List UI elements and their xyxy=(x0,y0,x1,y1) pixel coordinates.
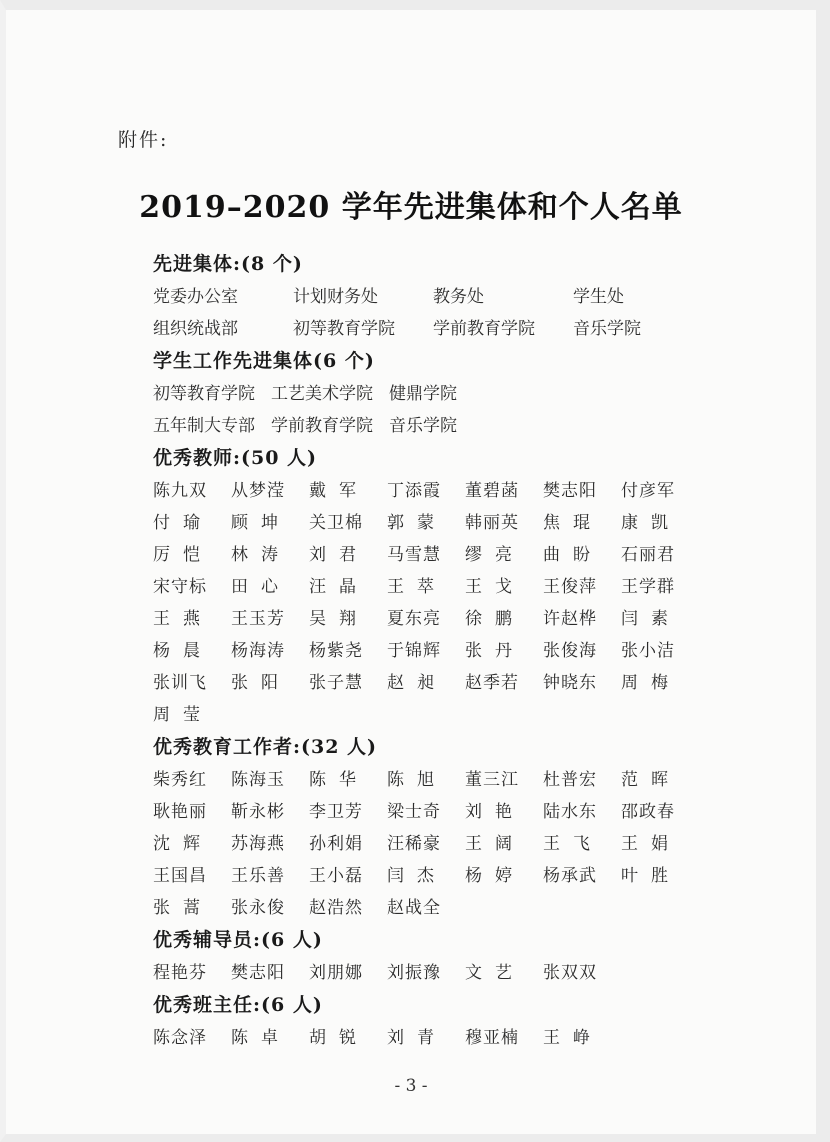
list-item: 陈念泽 xyxy=(153,1028,207,1048)
list-item: 汪晶 xyxy=(309,577,369,597)
table-row xyxy=(153,796,713,828)
list-item: 刘君 xyxy=(309,545,369,565)
list-item: 闫杰 xyxy=(387,866,447,886)
section-heading-excellent-teachers: 优秀教师:(50 人) xyxy=(153,447,318,469)
list-item: 杨紫尧 xyxy=(309,641,363,661)
list-item: 王玉芳 xyxy=(231,609,285,629)
document-title: 2019–2020 学年先进集体和个人名单 xyxy=(139,190,683,225)
list-item: 王俊萍 xyxy=(543,577,597,597)
list-item: 田心 xyxy=(231,577,291,597)
list-item: 教务处 xyxy=(433,287,484,307)
list-item: 张双双 xyxy=(543,963,597,983)
list-item: 张训飞 xyxy=(153,673,207,693)
list-item: 叶胜 xyxy=(621,866,681,886)
table-row xyxy=(153,892,713,924)
section-heading-student-work-collectives: 学生工作先进集体(6 个) xyxy=(153,350,375,372)
table-row xyxy=(153,378,713,410)
list-item: 陈海玉 xyxy=(231,770,285,790)
list-item: 夏东亮 xyxy=(387,609,441,629)
list-item: 焦琨 xyxy=(543,513,603,533)
list-item: 学生处 xyxy=(573,287,624,307)
list-item: 学前教育学院 xyxy=(271,416,373,436)
list-item: 梁士奇 xyxy=(387,802,441,822)
list-item: 张蒿 xyxy=(153,898,213,918)
list-item: 杨婷 xyxy=(465,866,525,886)
table-row xyxy=(153,667,713,699)
list-item: 初等教育学院 xyxy=(293,319,395,339)
list-item: 组织统战部 xyxy=(153,319,238,339)
list-item: 工艺美术学院 xyxy=(271,384,373,404)
list-item: 赵战全 xyxy=(387,898,441,918)
list-item: 吴翔 xyxy=(309,609,369,629)
list-item: 王学群 xyxy=(621,577,675,597)
list-item: 李卫芳 xyxy=(309,802,363,822)
list-item: 张阳 xyxy=(231,673,291,693)
table-row xyxy=(153,410,713,442)
section-heading-excellent-counselors: 优秀辅导员:(6 人) xyxy=(153,929,323,951)
section-heading-advanced-collectives: 先进集体:(8 个) xyxy=(153,253,303,275)
list-content xyxy=(153,248,713,1054)
table-row xyxy=(153,603,713,635)
list-item: 健鼎学院 xyxy=(389,384,457,404)
list-item: 计划财务处 xyxy=(293,287,378,307)
name-grid-excellent-counselors xyxy=(153,957,713,989)
list-item: 钟晓东 xyxy=(543,673,597,693)
list-item: 宋守标 xyxy=(153,577,207,597)
list-item: 樊志阳 xyxy=(543,481,597,501)
list-item: 程艳芬 xyxy=(153,963,207,983)
list-item: 靳永彬 xyxy=(231,802,285,822)
page-number: - 3 - xyxy=(394,1076,428,1096)
list-item: 丁添霞 xyxy=(387,481,441,501)
list-item: 厉恺 xyxy=(153,545,213,565)
list-item: 文艺 xyxy=(465,963,525,983)
list-item: 付彦军 xyxy=(621,481,675,501)
list-item: 王国昌 xyxy=(153,866,207,886)
name-grid-excellent-education-workers xyxy=(153,764,713,924)
list-item: 杨晨 xyxy=(153,641,213,661)
list-item: 张小洁 xyxy=(621,641,675,661)
list-item: 党委办公室 xyxy=(153,287,238,307)
table-row xyxy=(153,699,713,731)
list-item: 董三江 xyxy=(465,770,519,790)
list-item: 徐鹏 xyxy=(465,609,525,629)
list-item: 孙利娟 xyxy=(309,834,363,854)
list-item: 王飞 xyxy=(543,834,603,854)
name-grid-excellent-class-teachers xyxy=(153,1022,713,1054)
list-item: 柴秀红 xyxy=(153,770,207,790)
list-item: 张俊海 xyxy=(543,641,597,661)
list-item: 耿艳丽 xyxy=(153,802,207,822)
list-item: 陈华 xyxy=(309,770,369,790)
table-row xyxy=(153,313,713,345)
list-item: 范晖 xyxy=(621,770,681,790)
list-item: 石丽君 xyxy=(621,545,675,565)
table-row xyxy=(153,764,713,796)
list-item: 汪稀豪 xyxy=(387,834,441,854)
list-item: 学前教育学院 xyxy=(433,319,535,339)
list-item: 陆水东 xyxy=(543,802,597,822)
list-item: 郭蒙 xyxy=(387,513,447,533)
list-item: 从梦滢 xyxy=(231,481,285,501)
list-item: 赵昶 xyxy=(387,673,447,693)
list-item: 韩丽英 xyxy=(465,513,519,533)
table-row xyxy=(153,571,713,603)
list-item: 赵浩然 xyxy=(309,898,363,918)
list-item: 王娟 xyxy=(621,834,681,854)
list-item: 杜普宏 xyxy=(543,770,597,790)
section-heading-excellent-education-workers: 优秀教育工作者:(32 人) xyxy=(153,736,378,758)
attachment-label: 附件: xyxy=(118,129,169,151)
list-item: 沈辉 xyxy=(153,834,213,854)
list-item: 林涛 xyxy=(231,545,291,565)
list-item: 音乐学院 xyxy=(573,319,641,339)
list-item: 许赵桦 xyxy=(543,609,597,629)
list-item: 王乐善 xyxy=(231,866,285,886)
list-item: 周莹 xyxy=(153,705,213,725)
list-item: 苏海燕 xyxy=(231,834,285,854)
list-item: 付瑜 xyxy=(153,513,213,533)
list-item: 董碧菡 xyxy=(465,481,519,501)
list-item: 赵季若 xyxy=(465,673,519,693)
list-item: 顾坤 xyxy=(231,513,291,533)
section-heading-excellent-class-teachers: 优秀班主任:(6 人) xyxy=(153,994,323,1016)
list-item: 缪亮 xyxy=(465,545,525,565)
list-item: 刘振豫 xyxy=(387,963,441,983)
table-row xyxy=(153,860,713,892)
list-item: 陈旭 xyxy=(387,770,447,790)
table-row xyxy=(153,957,713,989)
list-item: 周梅 xyxy=(621,673,681,693)
list-item: 音乐学院 xyxy=(389,416,457,436)
list-item: 杨海涛 xyxy=(231,641,285,661)
list-item: 康凯 xyxy=(621,513,681,533)
table-row xyxy=(153,475,713,507)
list-item: 戴军 xyxy=(309,481,369,501)
list-item: 刘朋娜 xyxy=(309,963,363,983)
table-row xyxy=(153,1022,713,1054)
list-item: 陈九双 xyxy=(153,481,207,501)
table-row xyxy=(153,507,713,539)
list-item: 关卫棉 xyxy=(309,513,363,533)
list-item: 刘青 xyxy=(387,1028,447,1048)
table-row xyxy=(153,539,713,571)
table-row xyxy=(153,281,713,313)
table-row xyxy=(153,635,713,667)
list-item: 王峥 xyxy=(543,1028,603,1048)
list-item: 王小磊 xyxy=(309,866,363,886)
list-item: 杨承武 xyxy=(543,866,597,886)
list-item: 初等教育学院 xyxy=(153,384,255,404)
name-grid-excellent-teachers xyxy=(153,475,713,731)
list-item: 五年制大专部 xyxy=(153,416,255,436)
list-item: 闫素 xyxy=(621,609,681,629)
list-item: 张丹 xyxy=(465,641,525,661)
list-item: 刘艳 xyxy=(465,802,525,822)
table-row xyxy=(153,828,713,860)
list-item: 陈卓 xyxy=(231,1028,291,1048)
list-item: 于锦辉 xyxy=(387,641,441,661)
list-item: 马雪慧 xyxy=(387,545,441,565)
list-item: 张子慧 xyxy=(309,673,363,693)
list-item: 王萃 xyxy=(387,577,447,597)
list-item: 胡锐 xyxy=(309,1028,369,1048)
list-item: 曲盼 xyxy=(543,545,603,565)
list-item: 王燕 xyxy=(153,609,213,629)
list-item: 樊志阳 xyxy=(231,963,285,983)
list-item: 穆亚楠 xyxy=(465,1028,519,1048)
list-item: 王阔 xyxy=(465,834,525,854)
list-item: 张永俊 xyxy=(231,898,285,918)
list-item: 王戈 xyxy=(465,577,525,597)
list-item: 邵政春 xyxy=(621,802,675,822)
